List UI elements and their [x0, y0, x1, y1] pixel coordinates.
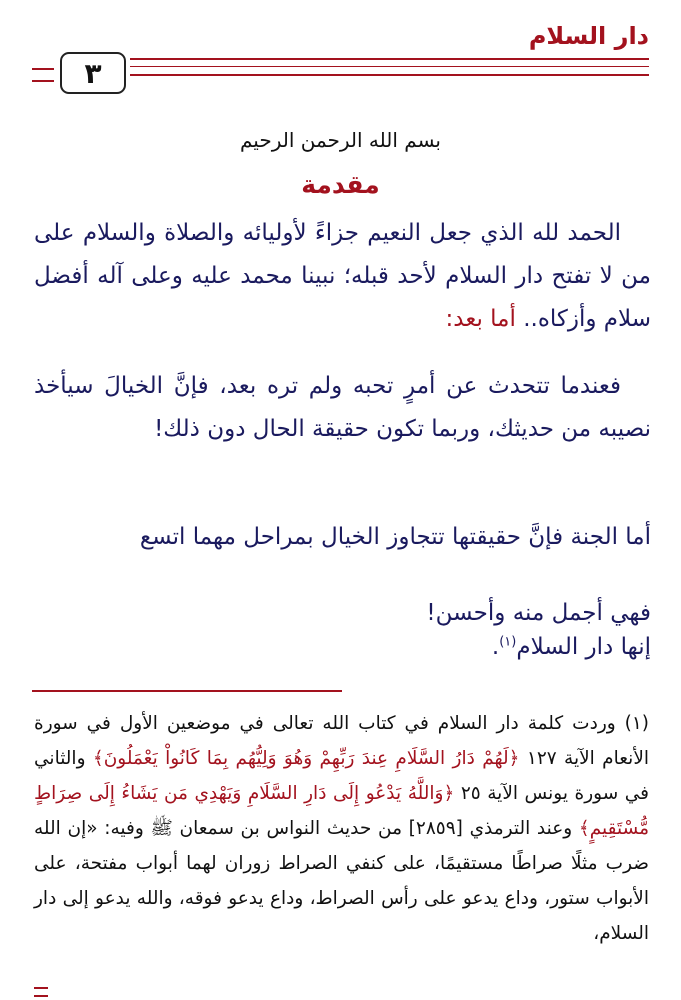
footnote-text: وعند الترمذي [٢٨٥٩] من حديث النواس بن سمعان ﷺ وفيه: «إن الله ضرب مثلًا صراطًا مستقيمًا، على كنفي الصراط زوران لهما أبواب مفتحة، على الأبواب ستور، وداع يدعو على رأس الصراط، وداع يدعو فوقه، والله يدعو إلى دار السلام، — [34, 818, 649, 944]
page-number: ٣ — [60, 52, 126, 94]
basmala: بسم الله الرحمن الرحيم — [239, 128, 441, 152]
footnote-text: والثاني في سورة يونس الآية ٢٥ — [34, 748, 650, 804]
footnote — [34, 706, 649, 951]
paragraph-line: فهي أجمل منه وأحسن! — [426, 600, 651, 626]
running-title: دار السلام — [528, 22, 649, 50]
section-heading: مقدمة — [301, 170, 380, 199]
period: . — [491, 634, 500, 660]
quran-verse: ﴿لَهُمْ دَارُ السَّلَامِ عِندَ رَبِّهِمْ وَهُوَ وَلِيُّهُم بِمَا كَانُواْ يَعْمَلُونَ﴾ — [92, 748, 520, 769]
footer-ornament — [34, 987, 48, 997]
header-rule — [130, 58, 649, 60]
footnote-reference[interactable]: (١) — [499, 634, 517, 650]
paragraph-paradise: أما الجنة فإنَّ حقيقتها تتجاوز الخيال بمراحل مهما اتسع — [139, 524, 651, 550]
paragraph-line — [492, 634, 651, 660]
paragraph-text: الحمد لله الذي جعل النعيم جزاءً لأوليائه والصلاة والسلام على من لا تفتح دار السلام لأحد قبله؛ نبينا محمد عليه وعلى آله أفضل سلام وأزكاه.. — [34, 220, 651, 332]
header-ornament — [32, 68, 54, 82]
paragraph-imagination — [34, 365, 651, 451]
footnote-number: (١) — [624, 713, 649, 734]
footnote-divider — [32, 690, 342, 692]
header-rule — [130, 74, 649, 76]
paragraph-text: إنها دار السلام — [516, 634, 651, 660]
paragraph-intro — [34, 212, 651, 341]
paragraph-text: فعندما تتحدث عن أمرٍ تحبه ولم تره بعد، فإنَّ الخيالَ سيأخذ نصيبه من حديثك، وربما تكون حقيقة الحال دون ذلك! — [34, 373, 651, 442]
footnote-text: وردت كلمة دار السلام في كتاب الله تعالى في موضعين الأول في سورة الأنعام الآية ١٢٧ — [34, 713, 650, 769]
quran-verse: ﴿وَاللَّهُ يَدْعُو إِلَى دَارِ السَّلَامِ وَيَهْدِي مَن يَشَاءُ إِلَى صِرَاطٍ مُّسْتَقِيمٍ﴾ — [34, 783, 649, 839]
header-rule — [130, 66, 649, 67]
paragraph-transition: أما بعد: — [445, 306, 516, 332]
